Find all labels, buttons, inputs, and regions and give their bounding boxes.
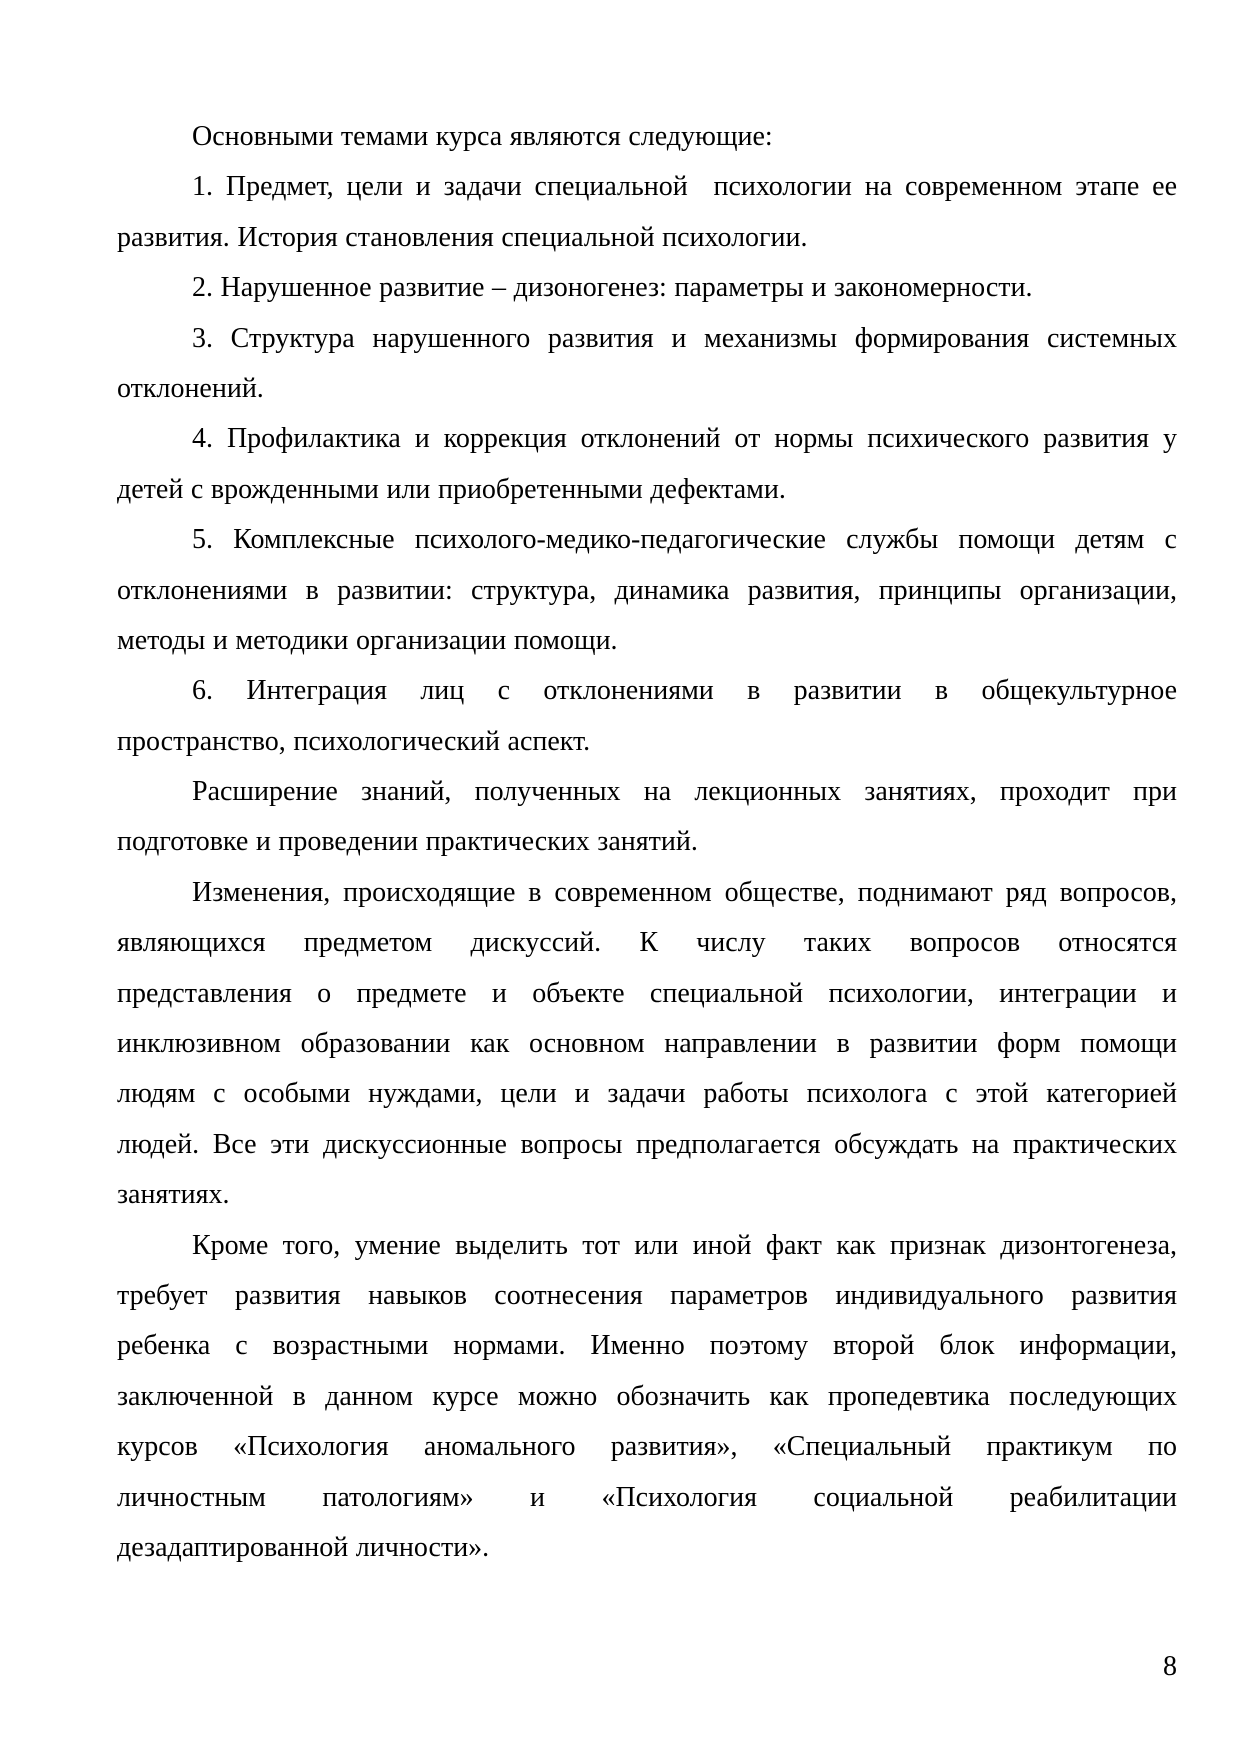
text-line: детей с врожденными или приобретенными дефектами. [117, 473, 786, 505]
text-line: Изменения, происходящие в современном обществе, поднимают ряд вопросов, [192, 876, 1177, 908]
text-line: подготовке и проведении практических занятий. [117, 826, 698, 858]
text-line: ребенка с возрастными нормами. Именно поэтому второй блок информации, [117, 1330, 1177, 1362]
paragraph [117, 767, 1177, 868]
text-line: 5. Комплексные психолого-медико-педагогические службы помощи детям с [192, 524, 1177, 556]
text-line: 4. Профилактика и коррекция отклонений от нормы психического развития у [192, 423, 1177, 455]
paragraph [117, 314, 1177, 415]
text-line: пространство, психологический аспект. [117, 725, 591, 757]
text-line: развития. История становления специальной психологии. [117, 221, 808, 253]
text-line: людям с особыми нуждами, цели и задачи работы психолога с этой категорией [117, 1078, 1177, 1110]
paragraph [117, 263, 1177, 313]
text-line: 2. Нарушенное развитие – дизоногенез: параметры и закономерности. [192, 272, 1033, 304]
text-line: являющихся предметом дискуссий. К числу таких вопросов относятся [117, 927, 1177, 959]
text-line: курсов «Психология аномального развития», «Специальный практикум по [117, 1431, 1177, 1463]
text-line: требует развития навыков соотнесения параметров индивидуального развития [117, 1279, 1177, 1311]
page-number: 8 [1163, 1651, 1177, 1682]
text-line: 3. Структура нарушенного развития и механизмы формирования системных [192, 322, 1177, 354]
paragraph [117, 162, 1177, 263]
text-line: 1. Предмет, цели и задачи специальной психологии на современном этапе ее [192, 171, 1177, 203]
text-line: дезадаптированной личности». [117, 1531, 490, 1563]
paragraph [117, 666, 1177, 767]
text-line: инклюзивном образовании как основном направлении в развитии форм помощи [117, 1028, 1177, 1060]
text-line: Основными темами курса являются следующие: [192, 121, 773, 152]
text-line: личностным патологиям» и «Психология социальной реабилитации [117, 1481, 1177, 1513]
paragraph [117, 868, 1177, 1221]
document-body [117, 112, 1177, 1573]
text-line: представления о предмете и объекте специальной психологии, интеграции и [117, 977, 1177, 1009]
text-line: 6. Интеграция лиц с отклонениями в развитии в общекультурное [192, 675, 1177, 707]
text-line: людей. Все эти дискуссионные вопросы предполагается обсуждать на практических [117, 1128, 1177, 1160]
text-line: Кроме того, умение выделить тот или иной факт как признак дизонтогенеза, [192, 1229, 1177, 1261]
paragraph [117, 515, 1177, 666]
text-line: Расширение знаний, полученных на лекционных занятиях, проходит при [192, 776, 1177, 808]
paragraph [117, 112, 1177, 162]
text-line: отклонениями в развитии: структура, динамика развития, принципы организации, [117, 574, 1177, 606]
text-line: заключенной в данном курсе можно обозначить как пропедевтика последующих [117, 1380, 1177, 1412]
paragraph [117, 414, 1177, 515]
text-line: методы и методики организации помощи. [117, 624, 618, 656]
text-line: отклонений. [117, 372, 264, 404]
paragraph [117, 1221, 1177, 1574]
text-line: занятиях. [117, 1179, 230, 1211]
